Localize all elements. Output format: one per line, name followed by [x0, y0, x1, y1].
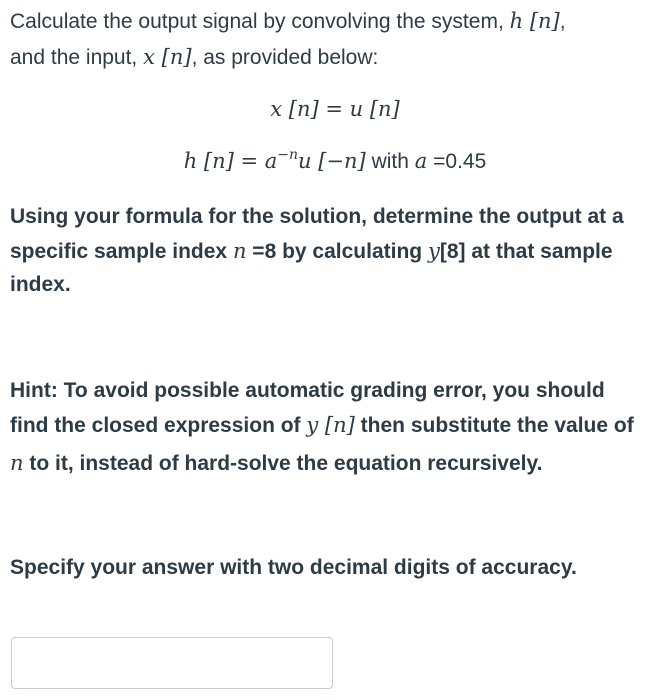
hint-n-math: n: [10, 451, 24, 475]
system-eq-lhs: h [n] = a: [183, 149, 278, 173]
system-eq-rest: u [−n]: [298, 149, 366, 173]
intro-line-1: [10, 8, 566, 35]
para1-line-1: [10, 204, 624, 230]
h-n-math: h [n]: [509, 9, 560, 33]
x-n-math: x [n]: [143, 45, 192, 69]
para1-text-1: Using your formula for the solution, determine the output at a: [10, 205, 624, 228]
hint-text-2a: find the closed expression of: [10, 414, 307, 437]
intro-line-2: [10, 44, 378, 71]
specify-text: Specify your answer with two decimal digits of accuracy.: [10, 556, 577, 579]
para1-text-3: index.: [10, 273, 71, 296]
answer-input[interactable]: [11, 637, 333, 689]
para1-text-2b: =8 by calculating: [246, 240, 428, 263]
intro-comma: ,: [559, 10, 566, 33]
intro-text-2: and the input,: [10, 46, 138, 69]
para1-n-math: n: [232, 239, 247, 263]
hint-text-3: to it, instead of hard-solve the equation recursively.: [23, 452, 543, 475]
para1-line-2: [10, 238, 613, 265]
specify-line: [10, 555, 577, 581]
system-eq-value: =0.45: [427, 150, 487, 173]
para1-text-2c: [8] at that sample: [439, 240, 613, 263]
equation-system: [6, 148, 658, 175]
para1-y-math: y: [427, 239, 440, 263]
para1-text-2a: specific sample index: [10, 240, 233, 263]
input-equation: x [n] = u [n]: [270, 97, 400, 121]
hint-line-2: [10, 412, 634, 439]
hint-line-3: [10, 450, 542, 477]
hint-y-n-math: y [n]: [306, 413, 355, 437]
system-eq-exponent: −n: [277, 147, 299, 163]
para1-line-3: [10, 272, 71, 298]
hint-text-2b: then substitute the value of: [354, 414, 634, 437]
system-eq-a: a: [414, 149, 428, 173]
hint-line-1: [10, 378, 605, 404]
intro-text-1: Calculate the output signal by convolving the system,: [10, 10, 504, 33]
system-eq-with: with: [365, 150, 415, 173]
equation-input: [6, 96, 658, 123]
hint-text-1: Hint: To avoid possible automatic grading error, you should: [10, 379, 605, 402]
intro-text-2-end: , as provided below:: [191, 46, 379, 69]
